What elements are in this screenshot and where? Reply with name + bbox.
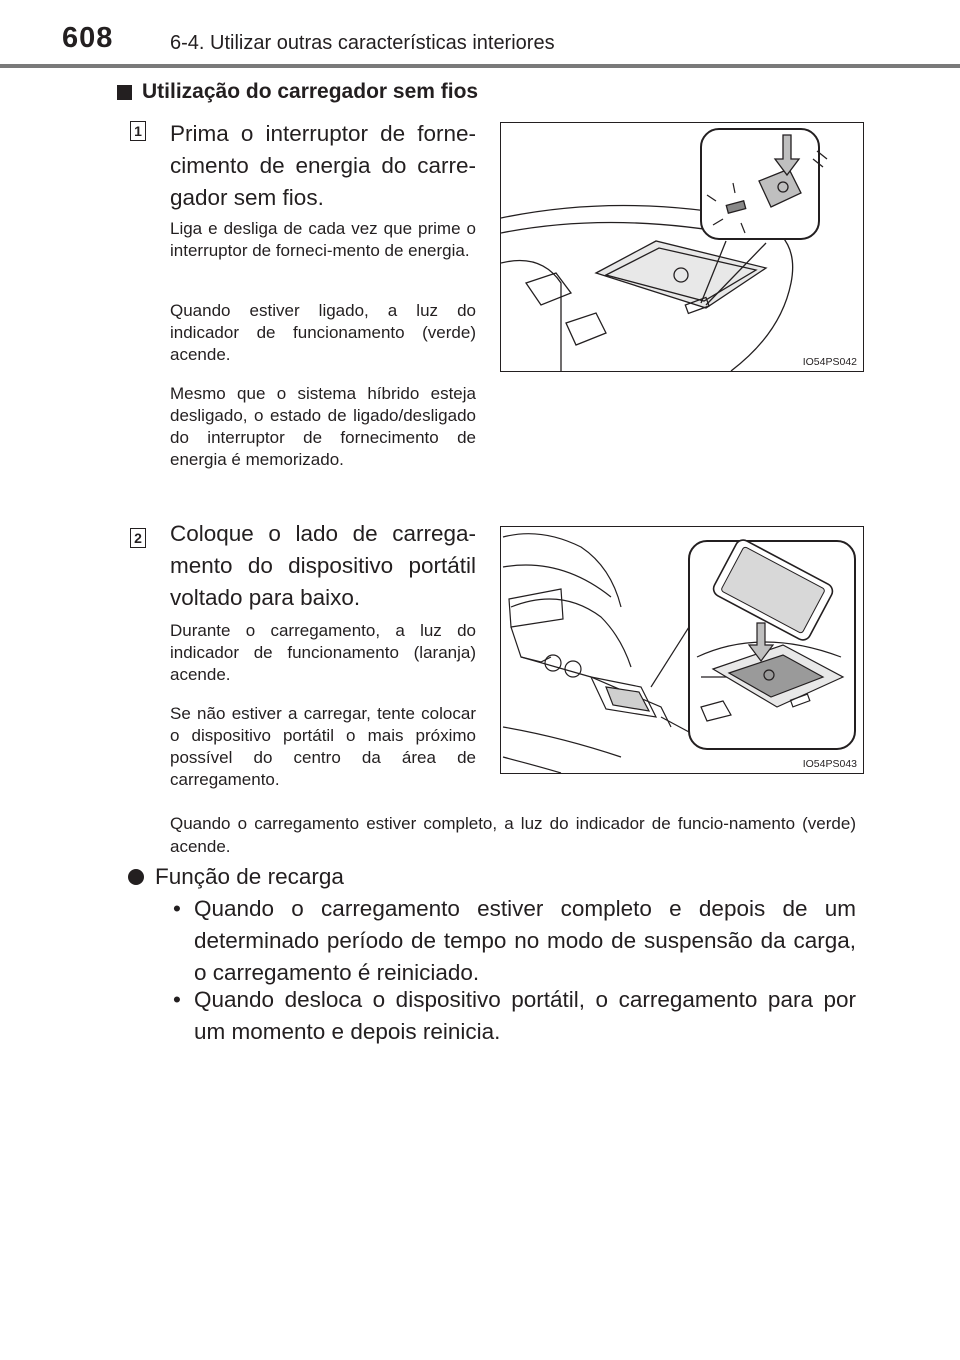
step-2-badge: 2 [130,528,146,548]
circle-bullet-icon [128,869,144,885]
step-1-instruction: Prima o interruptor de forne-cimento de energia do carre-gador sem fios. [170,121,476,210]
recharge-item-1 [170,893,856,989]
chapter-title: 6-4. Utilizar outras características interiores [170,32,555,54]
device-placement-illustration [501,527,863,773]
square-bullet-icon [117,85,132,100]
section-title: Utilização do carregador sem fios [142,80,479,103]
figure-2-code: IO54PS043 [802,758,857,770]
bullet-dot-icon: • [173,896,181,921]
step-1-note-1: Liga e desliga de cada vez que prime o interruptor de forneci-mento de energia. [170,219,476,260]
recharge-heading [128,864,344,890]
step-2-note-2: Se não estiver a carregar, tente colocar o dispositivo portátil o mais próximo possível do centro da área de carregamento. [170,704,476,789]
step-1-note-3: Mesmo que o sistema híbrido esteja desligado, o estado de ligado/desligado do interruptor de fornecimento de energia é memorizado. [170,384,476,469]
recharge-item-1-text: Quando o carregamento estiver completo e depois de um determinado período de tempo no modo de suspensão da carga, o carregamento é reiniciado. [194,896,856,985]
page-number: 608 [62,22,114,54]
completion-note: Quando o carregamento estiver completo, a luz do indicador de funcio-namento (verde) acende. [170,814,856,856]
step-2-instruction: Coloque o lado de carrega-mento do dispositivo portátil voltado para baixo. [170,521,476,610]
figure-device-placement [500,526,864,774]
recharge-item-2-text: Quando desloca o dispositivo portátil, o carregamento para por um momento e depois reinicia. [194,987,856,1044]
section-heading [117,80,478,104]
charger-switch-illustration [501,123,863,371]
step-2-note-1: Durante o carregamento, a luz do indicador de funcionamento (laranja) acende. [170,621,476,684]
recharge-item-2 [170,984,856,1048]
recharge-heading-text: Função de recarga [155,864,344,889]
header-divider [0,64,960,68]
bullet-dot-icon: • [173,987,181,1012]
figure-charger-switch [500,122,864,372]
figure-1-code: IO54PS042 [802,356,857,368]
step-1-badge: 1 [130,121,146,141]
step-1-note-2: Quando estiver ligado, a luz do indicador de funcionamento (verde) acende. [170,301,476,364]
